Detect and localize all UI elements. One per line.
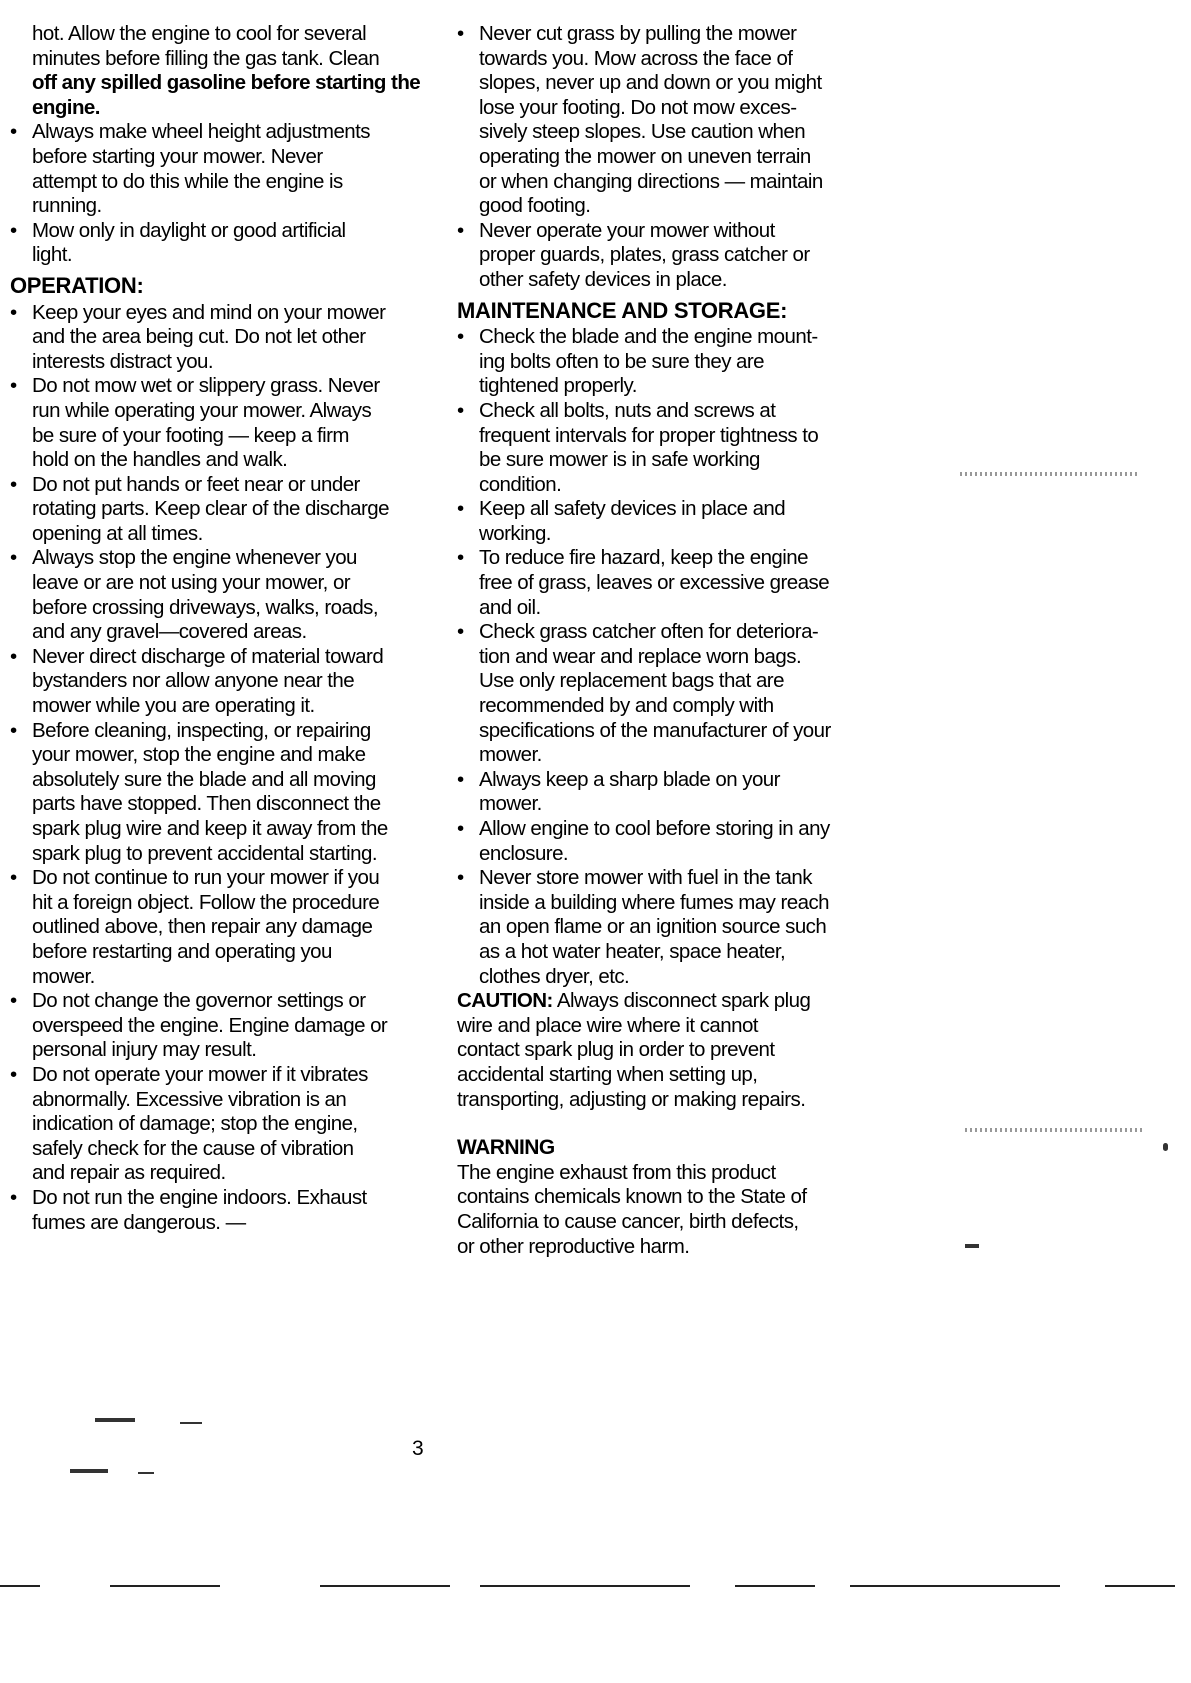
text-line: tion and wear and replace worn bags. [479,644,802,668]
bullet-item [10,989,440,1063]
text-line: • Check all bolts, nuts and screws at [479,398,776,422]
scan-artifact-speck [1163,1143,1168,1151]
text-line: accidental starting when setting up, [457,1062,758,1086]
bullet-item [457,22,897,219]
text-line: parts have stopped. Then disconnect the [32,792,381,816]
text-line: and repair as required. [32,1161,226,1185]
text-line: proper guards, plates, grass catcher or [479,243,810,267]
text-line: clothes dryer, etc. [479,964,630,988]
scan-artifact-smudge [965,1128,1145,1132]
text-line: an open flame or an ignition source such [479,915,827,939]
bullet-item [457,546,897,620]
text-line: condition. [479,472,562,496]
text-line: • Keep your eyes and mind on your mower [32,300,386,324]
bullet-item [457,817,897,866]
text-line: • Never operate your mower without [479,218,775,242]
text-line: good footing. [479,194,591,218]
text-line: mower. [32,964,95,988]
text-line: before restarting and operating you [32,939,332,963]
text-line: contact spark plug in order to prevent [457,1038,775,1062]
text-line: bystanders nor allow anyone near the [32,669,355,693]
text-line: • Always stop the engine whenever you [32,546,357,570]
maintenance-bullet-list [457,325,897,989]
bullet-item [457,325,897,399]
scan-artifact-line [480,1585,690,1587]
scan-artifact-speck [95,1418,135,1422]
text-line: frequent intervals for proper tightness to [479,423,819,447]
text-line: • Keep all safety devices in place and [479,497,786,521]
text-line: hot. Allow the engine to cool for several [32,22,367,45]
text-line: towards you. Mow across the face of [479,46,793,70]
text-line: working. [479,521,551,545]
scan-artifact-line [850,1585,1060,1587]
text-line: Use only replacement bags that are [479,669,784,693]
text-line: or when changing directions — maintain [479,169,823,193]
text-line: interests distract you. [32,349,214,373]
scan-artifact-smudge [960,472,1140,476]
scan-artifact-line [1105,1585,1175,1587]
bullet-item [457,497,897,546]
text-line: as a hot water heater, space heater, [479,939,786,963]
text-line: • Do not mow wet or slippery grass. Never [32,374,380,398]
text-line: other safety devices in place. [479,267,727,291]
text-line: contains chemicals known to the State of [457,1185,807,1209]
text-line: • Check grass catcher often for deteriora- [479,620,819,644]
text-line: • Do not operate your mower if it vibrates [32,1062,368,1086]
scan-artifact-speck [180,1422,202,1424]
text-line: overspeed the engine. Engine damage or [32,1013,388,1037]
page-number: 3 [412,1437,424,1460]
text-line: specifications of the manufacturer of your [479,718,831,742]
bullet-item [10,1186,440,1235]
operation-bullet-list [10,301,440,1236]
text-line: abnormally. Excessive vibration is an [32,1087,347,1111]
caution-paragraph [457,989,897,1112]
text-line: before starting your mower. Never [32,144,323,168]
text-line: running. [32,194,102,218]
text-line: run while operating your mower. Always [32,398,372,422]
text-line: and oil. [479,595,541,619]
bullet-item [10,219,440,268]
text-line: engine. [32,95,100,119]
scan-artifact-line [110,1585,220,1587]
text-line: hold on the handles and walk. [32,448,288,472]
bullet-item [10,301,440,375]
bullet-item [10,546,440,644]
text-line: wire and place wire where it cannot [457,1013,758,1037]
text-line: mower. [479,743,542,767]
bullet-item [10,866,440,989]
text-line: fumes are dangerous. — [32,1210,246,1234]
text-line: The engine exhaust from this product [457,1160,776,1184]
text-line: operating the mower on uneven terrain [479,144,811,168]
top-bullet-list [10,120,440,268]
text-line: • Never store mower with fuel in the tank [479,866,812,890]
text-line: hit a foreign object. Follow the procedure [32,890,380,914]
text-line: rotating parts. Keep clear of the discharge [32,497,389,521]
text-line: mower while you are operating it. [32,694,315,718]
bullet-item [10,473,440,547]
caution-label: CAUTION: [457,989,553,1013]
scan-artifact-speck [70,1469,108,1473]
text-line: your mower, stop the engine and make [32,743,366,767]
operation-heading: OPERATION: [10,272,144,298]
text-line: mower. [479,792,542,816]
left-column [10,22,440,1235]
text-line: minutes before filling the gas tank. Clean [32,46,380,70]
text-line: recommended by and comply with [479,694,774,718]
intro-continuation [10,22,440,71]
text-line: outlined above, then repair any damage [32,915,373,939]
bullet-item [10,645,440,719]
text-line: leave or are not using your mower, or [32,571,351,595]
warning-heading: WARNING [457,1136,555,1160]
text-line: • Do not run the engine indoors. Exhaust [32,1185,367,1209]
bullet-item [457,620,897,768]
text-line: spark plug to prevent accidental starting. [32,841,377,865]
scan-artifact-speck [965,1244,979,1248]
right-column [457,22,897,1259]
bullet-item [10,374,440,472]
text-line: sively steep slopes. Use caution when [479,120,806,144]
text-line: • Mow only in daylight or good artificial [32,218,346,242]
bullet-item [457,768,897,817]
text-line: • Do not continue to run your mower if you [32,866,380,890]
text-line: Always disconnect spark plug [552,989,811,1013]
text-line: tightened properly. [479,374,637,398]
text-line: enclosure. [479,841,569,865]
scan-artifact-line [0,1585,40,1587]
text-line: transporting, adjusting or making repairs. [457,1087,806,1111]
text-line: be sure of your footing — keep a firm [32,423,349,447]
text-line: • Never cut grass by pulling the mower [479,22,797,45]
text-line: slopes, never up and down or you might [479,71,822,95]
text-line: • Always keep a sharp blade on your [479,767,780,791]
bullet-item [457,866,897,989]
bullet-item [457,399,897,497]
text-line: safely check for the cause of vibration [32,1136,354,1160]
text-line: indication of damage; stop the engine, [32,1112,358,1136]
text-line: absolutely sure the blade and all moving [32,767,376,791]
text-line: and any gravel—covered areas. [32,620,307,644]
text-line: California to cause cancer, birth defects, [457,1209,799,1233]
text-line: • Always make wheel height adjustments [32,120,370,144]
mowing-bullet-list [457,22,897,293]
bullet-item [457,219,897,293]
text-line: off any spilled gasoline before starting the [32,71,421,95]
bullet-item [10,1063,440,1186]
text-line: inside a building where fumes may reach [479,890,830,914]
bullet-item [10,719,440,867]
text-line: lose your footing. Do not mow exces- [479,95,797,119]
text-line: spark plug wire and keep it away from the [32,817,388,840]
text-line: light. [32,243,73,267]
text-line: • Never direct discharge of material toward [32,644,384,668]
text-line: be sure mower is in safe working [479,448,760,472]
text-line: personal injury may result. [32,1038,257,1062]
text-line: and the area being cut. Do not let other [32,325,366,349]
scan-artifact-speck [138,1472,154,1474]
intro-continuation-bold [10,71,440,120]
text-line: free of grass, leaves or excessive grease [479,571,830,595]
text-line: • Do not change the governor settings or [32,989,366,1013]
bullet-item [10,120,440,218]
text-line: attempt to do this while the engine is [32,169,343,193]
scan-artifact-line [735,1585,815,1587]
text-line: • Allow engine to cool before storing in any [479,817,830,840]
scan-artifact-line [320,1585,450,1587]
warning-paragraph [457,1161,897,1259]
text-line: ing bolts often to be sure they are [479,349,765,373]
text-line: • To reduce fire hazard, keep the engine [479,546,808,570]
maintenance-heading: MAINTENANCE AND STORAGE: [457,297,788,323]
text-line: • Before cleaning, inspecting, or repairing [32,718,371,742]
text-line: or other reproductive harm. [457,1234,690,1258]
text-line: before crossing driveways, walks, roads, [32,595,379,619]
text-line: opening at all times. [32,521,203,545]
text-line: • Do not put hands or feet near or under [32,472,360,496]
text-line: • Check the blade and the engine mount- [479,325,818,349]
